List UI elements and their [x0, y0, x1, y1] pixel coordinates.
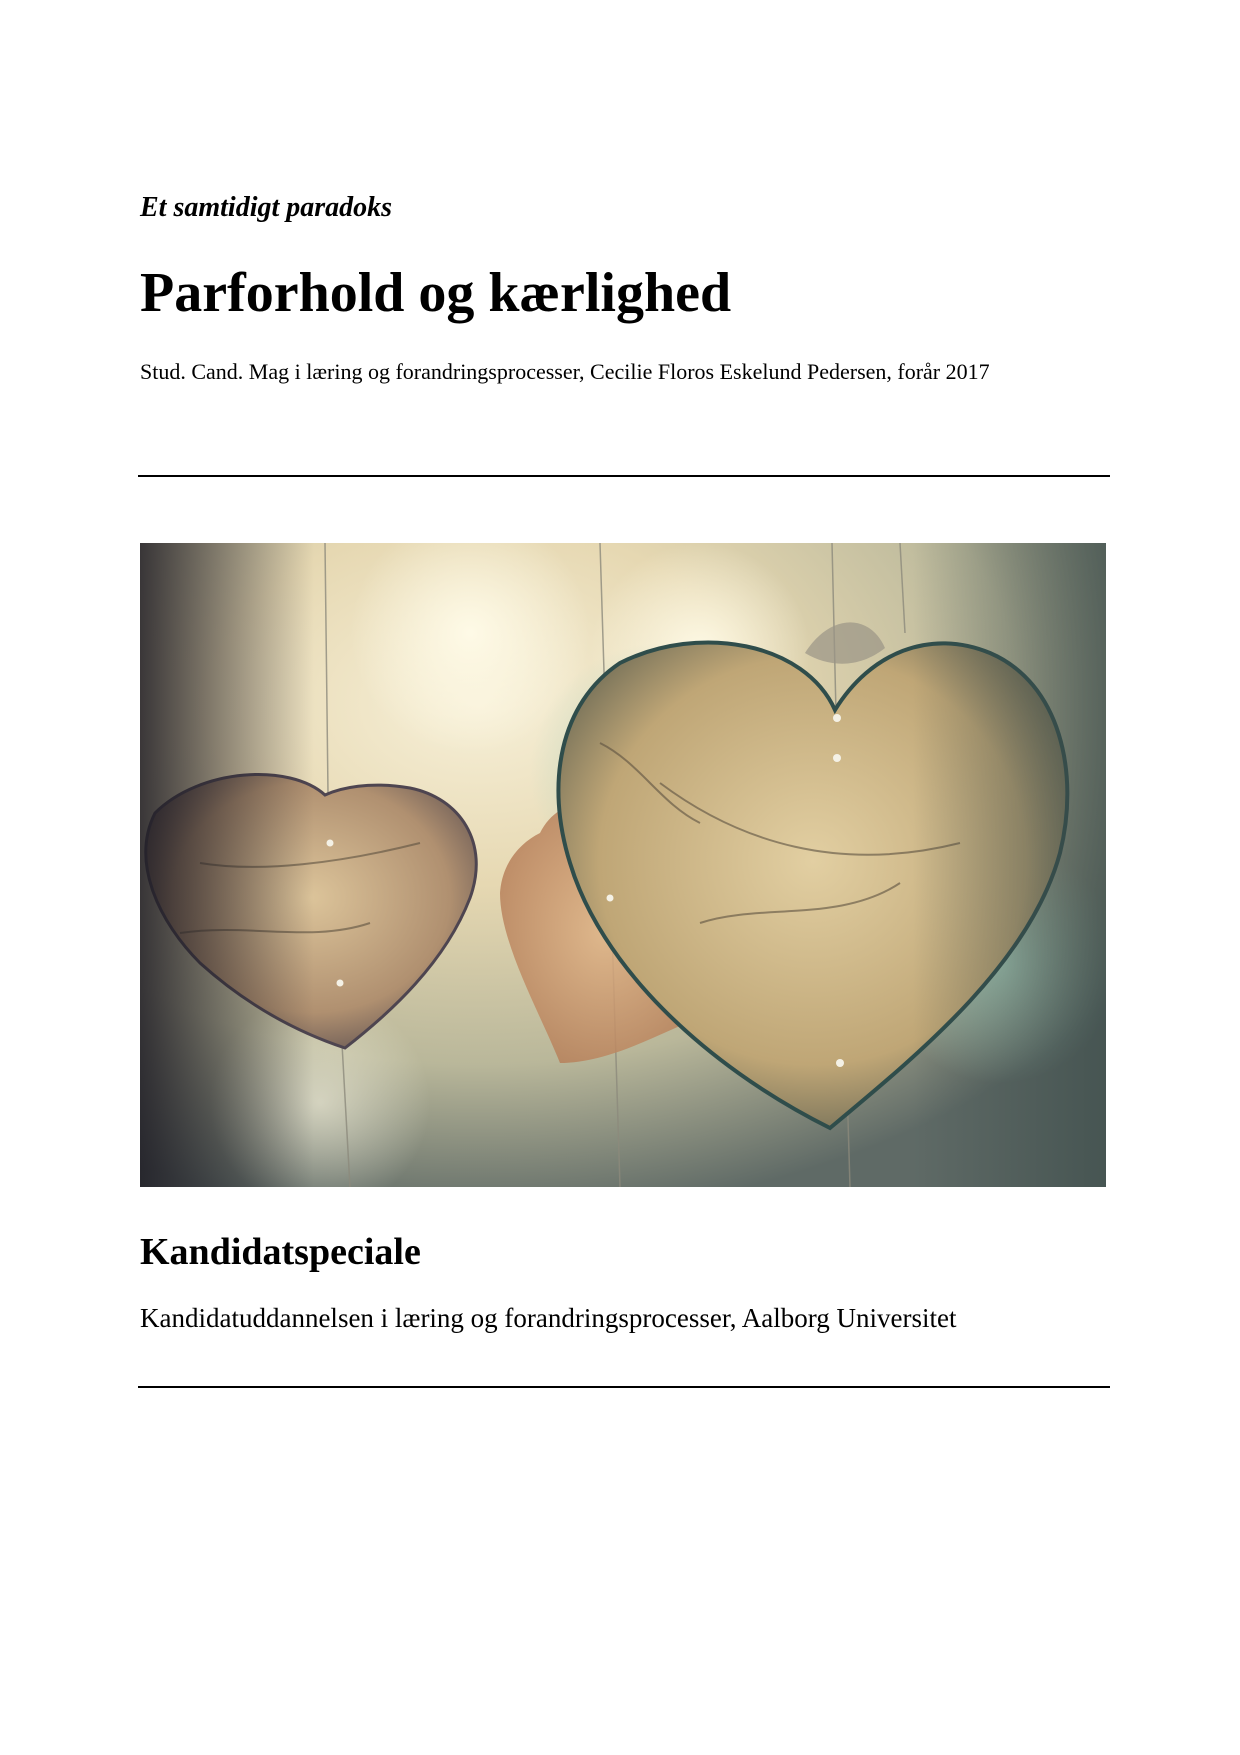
- cover-title: Parforhold og kærlighed: [140, 262, 732, 324]
- hanging-hearts-photo: [140, 543, 1106, 1187]
- program-line: Kandidatuddannelsen i læring og forandringsprocesser, Aalborg Universitet: [140, 1303, 957, 1333]
- thesis-type-heading: Kandidatspeciale: [140, 1231, 421, 1273]
- bottom-divider: [138, 1386, 1110, 1388]
- author-line: Stud. Cand. Mag i læring og forandringsprocesser, Cecilie Floros Eskelund Pedersen, forår 2017: [140, 359, 990, 384]
- top-divider: [138, 475, 1110, 477]
- cover-subtitle: Et samtidigt paradoks: [140, 192, 393, 223]
